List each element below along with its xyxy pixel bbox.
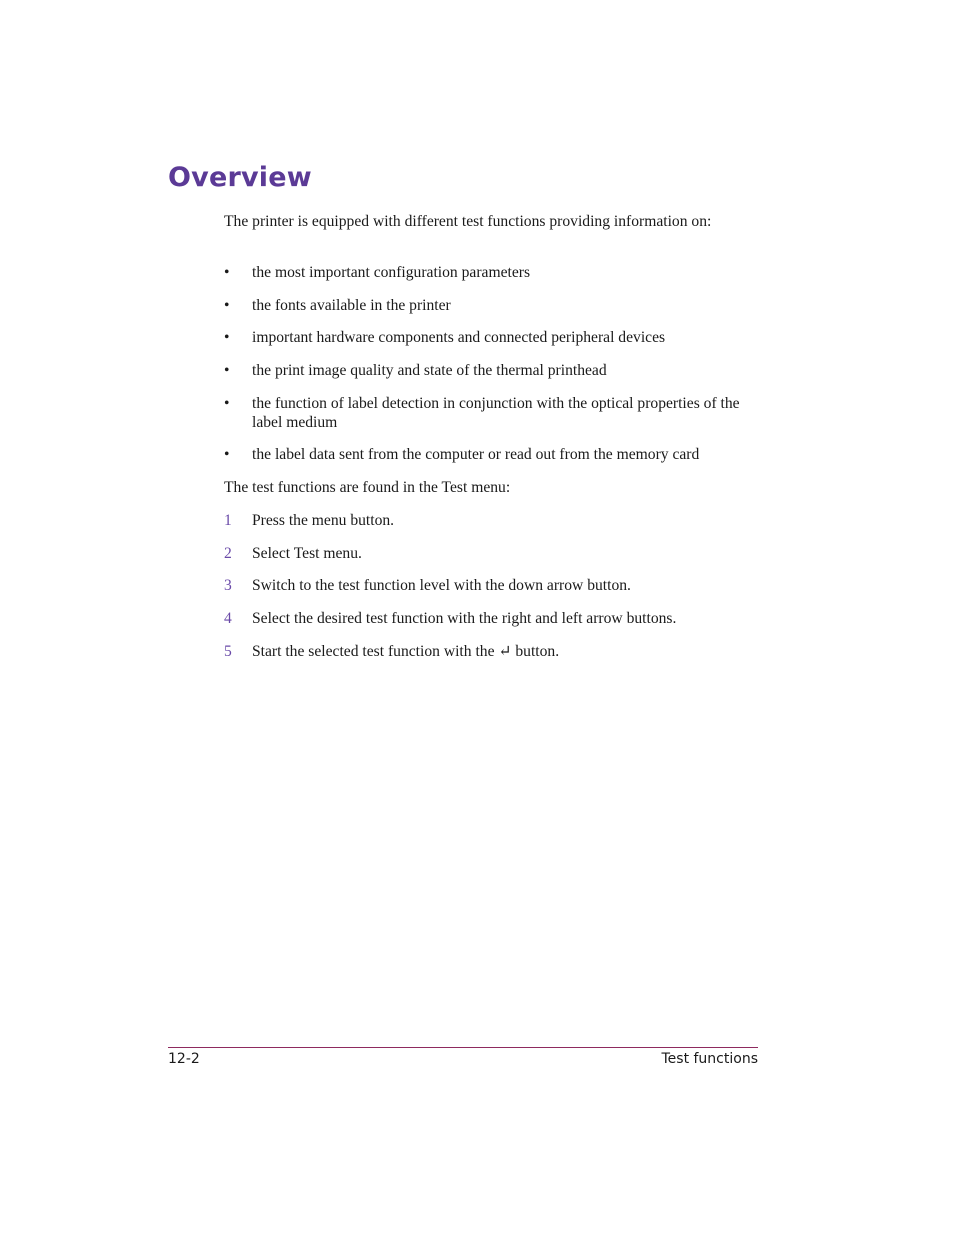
bullet-text: the fonts available in the printer — [252, 297, 451, 314]
step-text: Press the menu button. — [252, 512, 395, 529]
step-text: Select the desired test function with the right and left arrow buttons. — [252, 610, 677, 627]
bullet-icon: • — [224, 329, 230, 346]
bullet-icon: • — [224, 395, 230, 412]
bullet-icon: • — [224, 446, 230, 463]
step-text: Start the selected test function with the ↵ button. — [252, 643, 560, 660]
bullet-text: the label data sent from the computer or read out from the memory card — [252, 446, 700, 463]
page-number: 12-2 — [168, 1051, 200, 1067]
step-text: Select Test menu. — [252, 545, 362, 562]
step-number: 3 — [224, 577, 232, 594]
bullet-text: important hardware components and connected peripheral devices — [252, 329, 666, 346]
bullet-icon: • — [224, 264, 230, 281]
chapter-title: Test functions — [661, 1051, 758, 1067]
step-number: 2 — [224, 545, 232, 562]
bullet-icon: • — [224, 297, 230, 314]
bullet-text: the function of label detection in conjunction with the optical properties of the label medium — [252, 395, 740, 431]
bullet-icon: • — [224, 362, 230, 379]
footer-divider — [168, 1047, 758, 1048]
step-number: 4 — [224, 610, 232, 627]
bullet-text: the most important configuration parameters — [252, 264, 531, 281]
page-title: Overview — [168, 162, 312, 193]
step-text: Switch to the test function level with the down arrow button. — [252, 577, 631, 594]
step-number: 1 — [224, 512, 232, 529]
intro-paragraph: The printer is equipped with different test functions providing information on: — [224, 213, 712, 230]
step-number: 5 — [224, 643, 232, 660]
bullet-text: the print image quality and state of the thermal printhead — [252, 362, 607, 379]
steps-intro: The test functions are found in the Test menu: — [224, 479, 511, 496]
